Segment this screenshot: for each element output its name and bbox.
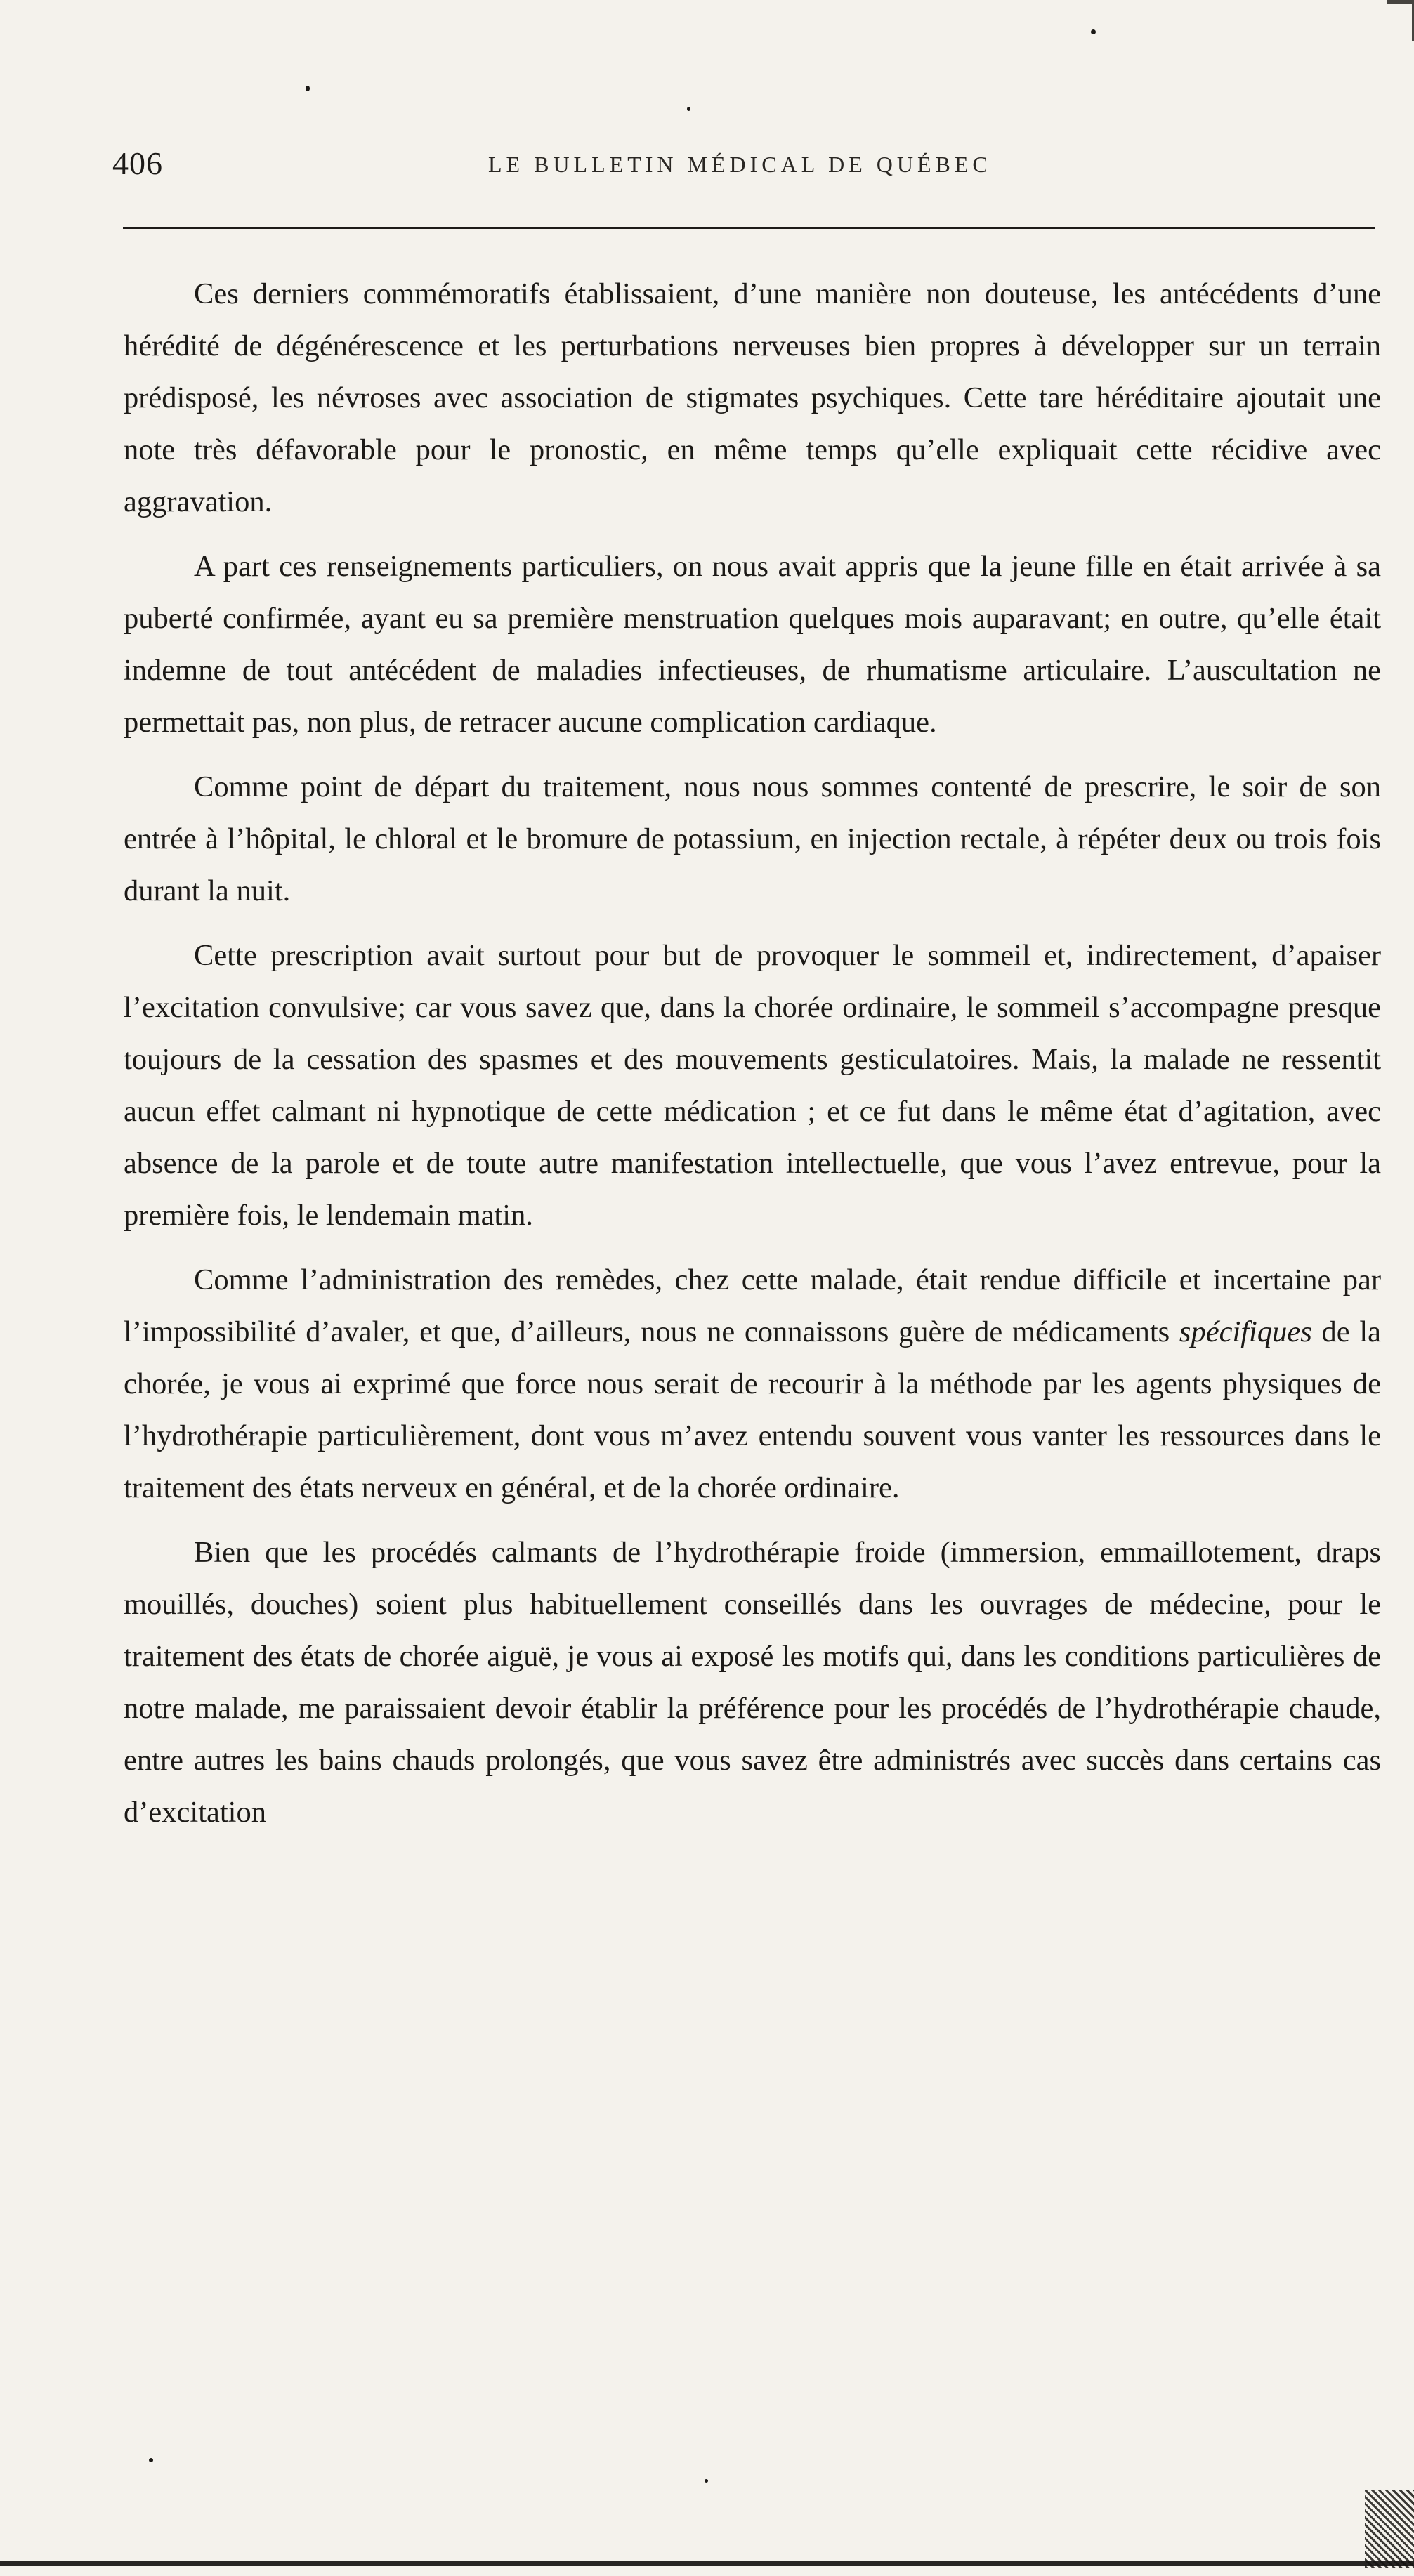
italic-term: spécifiques <box>1179 1315 1312 1348</box>
running-title: LE BULLETIN MÉDICAL DE QUÉBEC <box>488 152 992 177</box>
paragraph-5-text-before: Comme l’administration des remèdes, chez cette malade, était rendue difficile et incertaine par l’impossibilité d’avaler, et que, d’ailleurs, nous ne connaissons guère de médicaments <box>124 1263 1381 1348</box>
paragraph-5-text-after: de la chorée, je vous ai exprimé que force nous serait de recourir à la méthode par les agents physiques de l’hydrothérapie particulièrement, dont vous m’avez entendu souvent vous vanter les ressources dans le traitement des états nerveux en général, et de la chorée ordinaire. <box>124 1315 1381 1504</box>
page-header <box>112 145 1370 194</box>
corner-scan-texture <box>1365 2490 1414 2568</box>
scan-speck <box>687 107 690 111</box>
paragraph-5 <box>124 1254 1381 1514</box>
paragraph-1: Ces derniers commémoratifs établissaient, d’une manière non douteuse, les antécédents d’une hérédité de dégénérescence et les perturbations nerveuses bien propres à développer sur un terrain prédisposé, les névroses avec association de stigmates psychiques. Cette tare héréditaire ajoutait une note très défavorable pour le pronostic, en même temps qu’elle expliquait cette récidive avec aggravation. <box>124 277 1381 518</box>
body-text <box>124 268 1381 1851</box>
page-number: 406 <box>112 145 163 181</box>
header-rule <box>123 227 1375 229</box>
paragraph-4: Cette prescription avait surtout pour but de provoquer le sommeil et, indirectement, d’apaiser l’excitation convulsive; car vous savez que, dans la chorée ordinaire, le sommeil s’accompagne presque toujours de la cessation des spasmes et des mouvements gesticulatoires. Mais, la malade ne ressentit aucun effet calmant ni hypnotique de cette médication ; et ce fut dans le même état d’agitation, avec absence de la parole et de toute autre manifestation intellectuelle, que vous l’avez entrevue, pour la première fois, le lendemain matin. <box>124 939 1381 1232</box>
scan-speck <box>1091 29 1096 34</box>
paragraph-3: Comme point de départ du traitement, nous nous sommes contenté de prescrire, le soir de son entrée à l’hôpital, le chloral et le bromure de potassium, en injection rectale, à répéter deux ou trois fois durant la nuit. <box>124 770 1381 907</box>
corner-scan-mark <box>1387 0 1414 41</box>
scan-speck <box>705 2479 708 2483</box>
scan-speck <box>149 2458 153 2462</box>
scan-speck <box>306 86 310 91</box>
bottom-edge-rule <box>0 2561 1414 2566</box>
paragraph-2: A part ces renseignements particuliers, on nous avait appris que la jeune fille en était arrivée à sa puberté confirmée, ayant eu sa première menstruation quelques mois auparavant; en outre, qu’elle était indemne de tout antécédent de maladies infectieuses, de rhumatisme articulaire. L’auscultation ne permettait pas, non plus, de retracer aucune complication cardiaque. <box>124 550 1381 739</box>
paragraph-6: Bien que les procédés calmants de l’hydrothérapie froide (immersion, emmaillotement, draps mouillés, douches) soient plus habituellement conseillés dans les ouvrages de médecine, pour le traitement des états de chorée aiguë, je vous ai exposé les motifs qui, dans les conditions particulières de notre malade, me paraissaient devoir établir la préférence pour les procédés de l’hydrothérapie chaude, entre autres les bains chauds prolongés, que vous savez être administrés avec succès dans certains cas d’excitation <box>124 1536 1381 1829</box>
